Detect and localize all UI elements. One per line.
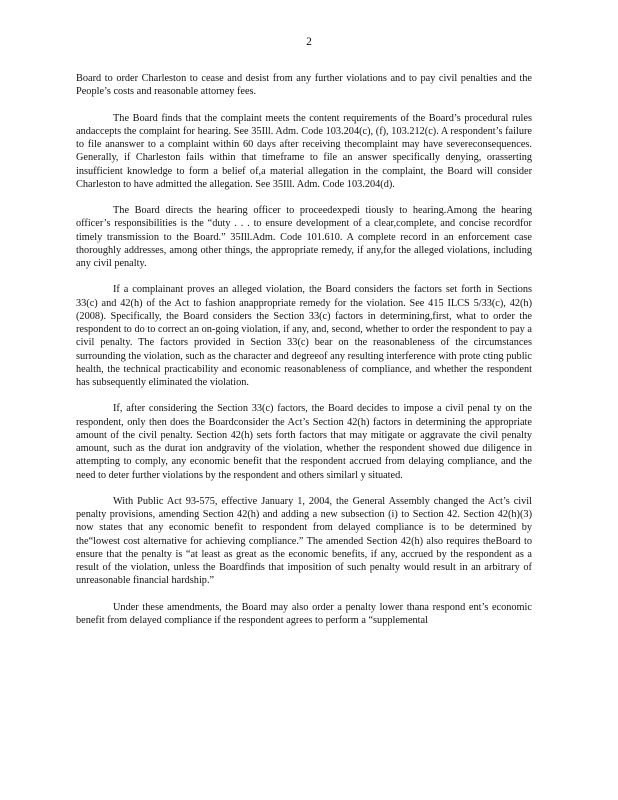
paragraph-hearing-officer: The Board directs the hearing officer to proceedexpedi tiously to hearing.Among the hearing officer’s responsibilities is the “duty . . . to ensure development of a clear,complete, and concise recordfor timely transmission to the Board.” 35Ill.Adm. Code 101.610. A complete record in an enforcement case thoroughly addresses, among other things, the appropriate remedy, if any,for the alleged violations, including any civil penalty. [76, 205, 532, 269]
document-body [76, 72, 532, 627]
paragraph-amendments: Under these amendments, the Board may also order a penalty lower thana respond ent’s economic benefit from delayed compliance if the respondent agrees to perform a “supplemental [76, 601, 532, 626]
paragraph-continuation: Board to order Charleston to cease and desist from any further violations and to pay civil penalties and the People’s costs and reasonable attorney fees. [76, 73, 532, 98]
paragraph-complaint-acceptance: The Board finds that the complaint meets the content requirements of the Board’s procedural rules andaccepts the complaint for hearing. See 35Ill. Adm. Code 103.204(c), (f), 103.212(c). A respondent’s failure to file ananswer to a complaint within 60 days after receiving thecomplaint may have severeconsequences. Generally, if Charleston fails within that timeframe to file an answer specifically denying, orasserting insufficient knowledge to form a belief of,a material allegation in the complaint, the Board will consider Charleston to have admitted the allegation. See 35Ill. Adm. Code 103.204(d). [76, 112, 532, 190]
paragraph-public-act: With Public Act 93-575, effective January 1, 2004, the General Assembly changed the Act’s civil penalty provisions, amending Section 42(h) and adding a new subsection (i) to Section 42. Section 42(h)(3) now states that any economic benefit to respondent from delayed compliance is to be determined by the“lowest cost alternative for achieving compliance.” The amended Section 42(h) also requires theBoard to ensure that the penalty is “at least as great as the economic benefits, if any, accrued by the respondent as a result of the violation, unless the Boardfinds that imposition of such penalty would result in an arbitrary of unreasonable financial hardship.” [76, 495, 532, 587]
paragraph-section-42h-factors: If, after considering the Section 33(c) factors, the Board decides to impose a civil penal ty on the respondent, only then does the Boardconsider the Act’s Section 42(h) factors in determining the appropriate amount of the civil penalty. Section 42(h) sets forth factors that may mitigate or aggravate the civil penalty amount, such as the durat ion andgravity of the violation, whether the respondent showed due diligence in attempting to comply, any economic benefit that the respondent accrued from delaying compliance, and the need to deter further violations by the respondent and others similarl y situated. [76, 403, 532, 481]
page-number: 2 [306, 36, 312, 48]
paragraph-section-33c-factors: If a complainant proves an alleged violation, the Board considers the factors set forth in Sections 33(c) and 42(h) of the Act to fashion anappropriate remedy for the violation. See 415 ILCS 5/33(c), 42(h) (2008). Specifically, the Board considers the Section 33(c) factors in determining,first, what to order the respondent to do to correct an on-going violation, if any, and, second, whether to order the respondent to pay a civil penalty. The factors provided in Section 33(c) bear on the reasonableness of the circumstances surrounding the violation, such as the character and degreeof any resulting interference with prote cting public health, the technical practicability and economic reasonableness of compliance, and whether the respondent has subsequently eliminated the violation. [76, 284, 532, 388]
